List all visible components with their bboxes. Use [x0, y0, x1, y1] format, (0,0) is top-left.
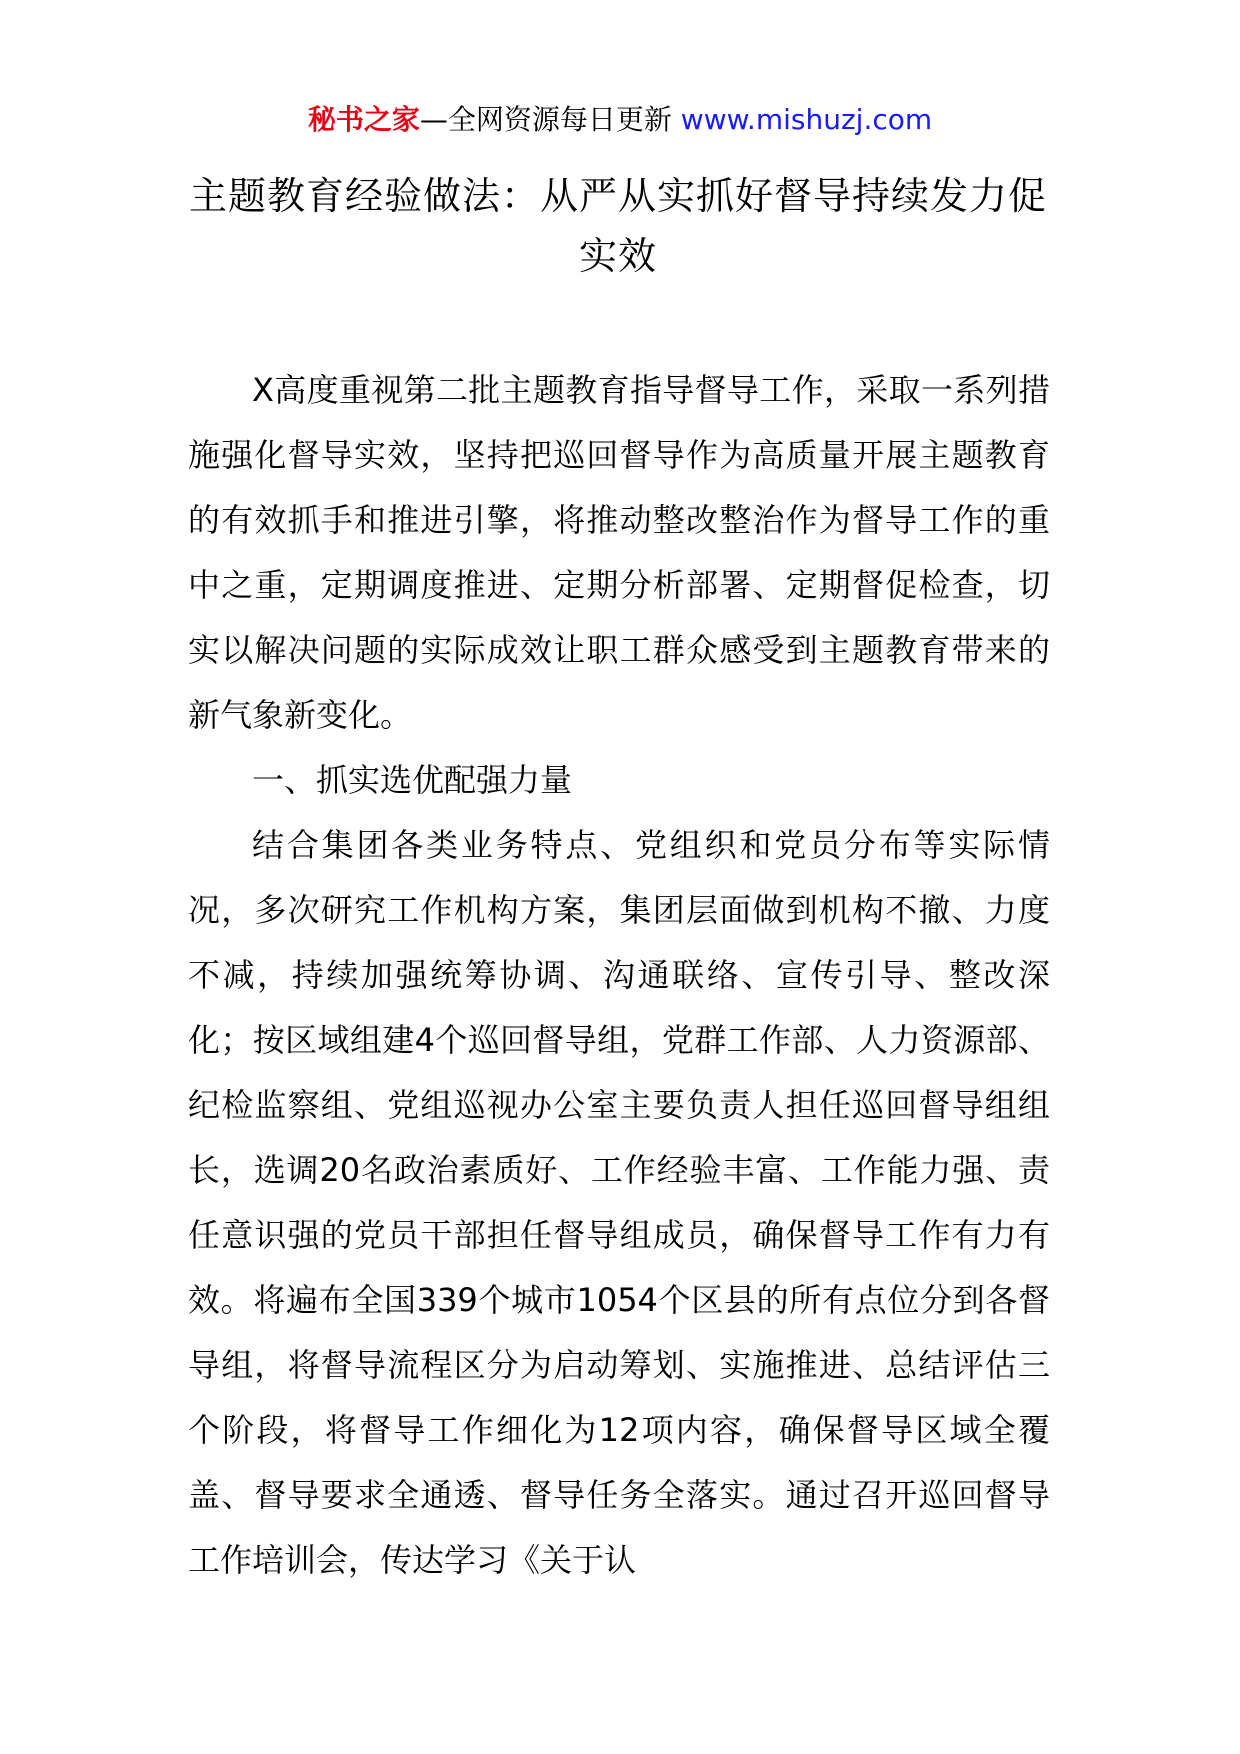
intro-paragraph: X高度重视第二批主题教育指导督导工作，采取一系列措施强化督导实效，坚持把巡回督导作为高质量开展主题教育的有效抓手和推进引擎，将推动整改整治作为督导工作的重中之重，定期调度推进、定期分析部署、定期督促检查，切实以解决问题的实际成效让职工群众感受到主题教育带来的新气象新变化。: [188, 371, 1050, 734]
site-tagline: —全网资源每日更新: [419, 103, 672, 136]
document-body: [188, 358, 1050, 1593]
body-paragraph: 结合集团各类业务特点、党组织和党员分布等实际情况，多次研究工作机构方案，集团层面做到机构不撤、力度不减，持续加强统筹协调、沟通联络、宣传引导、整改深化；按区域组建4个巡回督导组，党群工作部、人力资源部、纪检监察组、党组巡视办公室主要负责人担任巡回督导组组长，选调20名政治素质好、工作经验丰富、工作能力强、责任意识强的党员干部担任督导组成员，确保督导工作有力有效。将遍布全国339个城市1054个区县的所有点位分到各督导组，将督导流程区分为启动筹划、实施推进、总结评估三个阶段，将督导工作细化为12项内容，确保督导区域全覆盖、督导要求全通透、督导任务全落实。通过召开巡回督导工作培训会，传达学习《关于认: [188, 826, 1050, 1579]
site-header: [0, 100, 1240, 140]
site-brand: 秘书之家: [307, 103, 420, 136]
document-title: 主题教育经验做法：从严从实抓好督导持续发力促实效: [188, 174, 1047, 278]
site-url-link[interactable]: www.mishuzj.com: [680, 103, 933, 136]
section-heading: 一、抓实选优配强力量: [252, 761, 573, 799]
